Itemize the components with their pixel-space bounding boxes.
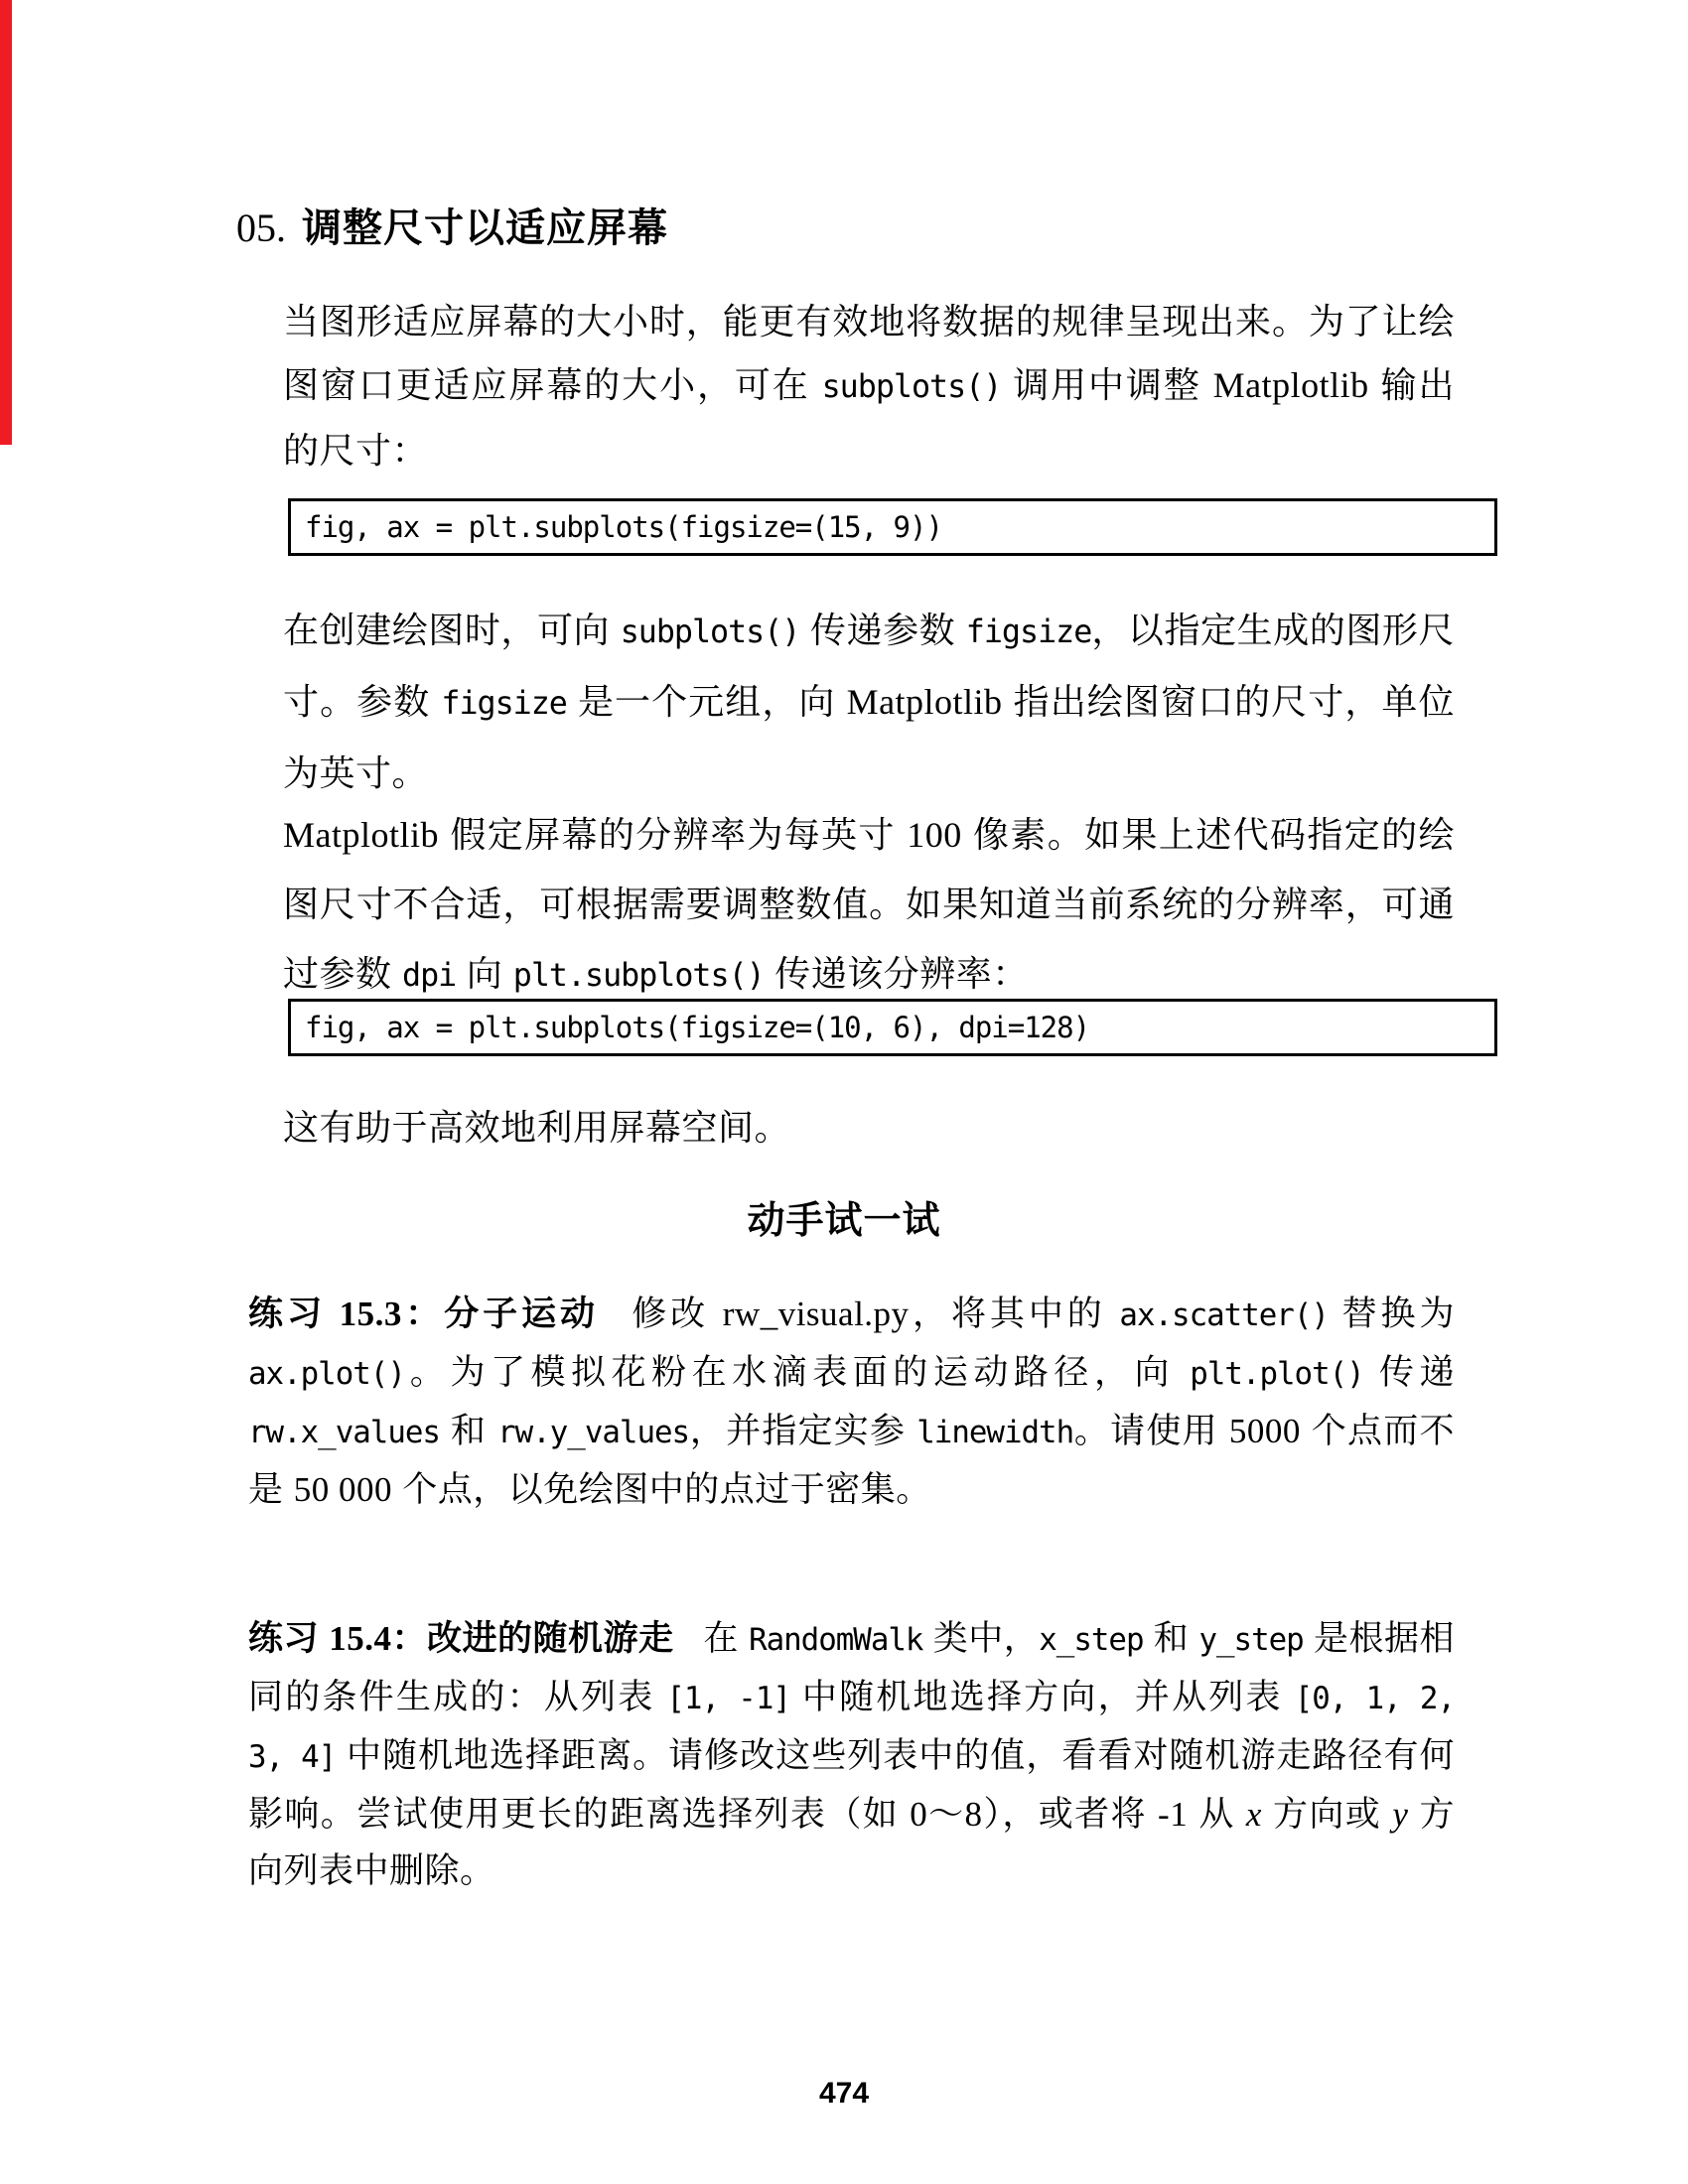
text-segment: 输出的尺寸： xyxy=(283,364,1455,471)
try-it-heading: 动手试一试 xyxy=(747,1200,941,1242)
text-segment: 在创建绘图时，可向 xyxy=(283,610,621,650)
text-segment: linewidth xyxy=(916,1415,1074,1450)
text-segment: 修改 xyxy=(628,1295,723,1333)
text-segment: figsize xyxy=(965,614,1092,650)
text-segment: 练习 xyxy=(248,1619,330,1658)
text-segment: 100 xyxy=(907,815,962,855)
text-segment: 调用中调整 xyxy=(1001,364,1213,405)
section-number: 05. xyxy=(236,205,286,250)
text-segment: 当图形适应屏幕的大小时，能更有效地将数据的规律呈现出来。为了让绘图窗口更适应屏幕的大小，可在 xyxy=(283,301,1455,405)
text-segment: 15.3 xyxy=(339,1295,402,1333)
code-block-dpi xyxy=(288,999,1497,1056)
text-segment: y_step xyxy=(1198,1622,1304,1658)
text-segment: plt.plot() xyxy=(1190,1356,1364,1392)
text-segment: x_step xyxy=(1039,1622,1144,1658)
page-number: 474 xyxy=(818,2077,870,2110)
text-segment: 。请使用 xyxy=(1073,1412,1229,1450)
text-segment: ：改进的随机游走 xyxy=(391,1619,674,1658)
paragraph-dpi xyxy=(283,800,1455,1011)
text-segment: ：分子运动 xyxy=(401,1295,599,1333)
text-segment: RandomWalk xyxy=(749,1622,923,1658)
text-segment: 中随机地选择方向，并从列表 xyxy=(789,1678,1295,1716)
text-segment: rw_visual.py xyxy=(722,1295,910,1333)
text-segment: 15.4 xyxy=(329,1619,392,1658)
text-segment: 类中， xyxy=(922,1619,1040,1658)
exercise-15-3 xyxy=(248,1286,1455,1518)
section-heading xyxy=(236,197,668,253)
section-title: 调整尺寸以适应屏幕 xyxy=(302,206,668,250)
text-segment: 在 xyxy=(703,1619,750,1658)
text-segment: ax.scatter() xyxy=(1119,1297,1329,1333)
text-segment: x xyxy=(1245,1795,1262,1834)
text-segment: 向 xyxy=(456,953,513,994)
text-segment: plt.subplots() xyxy=(512,958,765,994)
text-segment: 替换为 xyxy=(1328,1295,1455,1333)
text-segment: 个点，以免绘图中的点过于密集。 xyxy=(391,1470,931,1509)
text-segment: 指出绘图窗口的尺寸，单位为英寸。 xyxy=(283,681,1455,793)
text-segment: [0, 1, 2, 3, 4] xyxy=(248,1681,1456,1775)
text-segment: 是一个元组，向 xyxy=(566,681,847,722)
paragraph-figsize xyxy=(283,596,1455,808)
code-block-figsize xyxy=(288,498,1497,556)
text-segment: dpi xyxy=(402,958,457,994)
text-segment: rw.y_values xyxy=(497,1415,690,1450)
text-segment: Matplotlib xyxy=(1212,365,1369,405)
text-segment: 和 xyxy=(1143,1619,1199,1658)
text-segment: 假定屏幕的分辨率为每英寸 xyxy=(439,814,908,855)
text-segment: figsize xyxy=(441,686,567,722)
text-segment: Matplotlib xyxy=(846,682,1003,722)
text-segment: 传递该分辨率： xyxy=(764,953,1029,994)
text-segment: ），或者将 xyxy=(982,1795,1159,1834)
red-edge-mark xyxy=(0,0,12,445)
text-segment: 练习 xyxy=(248,1295,340,1333)
text-segment: ，并指定实参 xyxy=(689,1412,917,1450)
text-segment: 传递参数 xyxy=(799,610,966,650)
text-segment: 是根据相同的条件生成的：从列表 xyxy=(248,1619,1455,1716)
text-segment: ，将其中的 xyxy=(909,1295,1120,1333)
paragraph-screen-space: 这有助于高效地利用屏幕空间。 xyxy=(283,1107,791,1148)
exercise-15-4 xyxy=(248,1610,1455,1899)
intro-paragraph xyxy=(283,290,1455,482)
text-segment: 方向列表中删除。 xyxy=(248,1795,1455,1890)
text-segment: subplots() xyxy=(821,369,1002,405)
text-segment: 像素。如果上述代码指定的绘图尺寸不合适，可根据需要调整数值。如果知道当前系统的分辨率，可通过参数 xyxy=(283,814,1455,994)
text-segment: 0～8 xyxy=(910,1795,983,1834)
text-segment: 从 xyxy=(1188,1795,1246,1834)
text-segment: ax.plot() xyxy=(248,1356,405,1392)
text-segment: [1, -1] xyxy=(666,1681,790,1716)
text-segment: subplots() xyxy=(620,614,800,650)
text-segment: 个点而不是 xyxy=(248,1412,1455,1509)
text-segment: 5000 xyxy=(1228,1412,1301,1450)
text-segment: ，以指定生成的图形尺寸。参数 xyxy=(283,610,1455,722)
code-text: fig, ax = plt.subplots(figsize=(15, 9)) xyxy=(305,510,942,544)
text-segment: 50 000 xyxy=(293,1470,392,1509)
text-segment: -1 xyxy=(1158,1795,1189,1834)
text-segment: 传递 xyxy=(1363,1353,1455,1392)
text-segment: rw.x_values xyxy=(248,1415,440,1450)
text-segment: 中随机地选择距离。请修改这些列表中的值，看看对随机游走路径有何影响。尝试使用更长的距离选择列表（如 xyxy=(248,1736,1455,1834)
text-segment: y xyxy=(1392,1795,1409,1834)
text-segment: Matplotlib xyxy=(283,815,439,855)
text-segment: 。为了模拟花粉在水滴表面的运动路径，向 xyxy=(404,1353,1191,1392)
text-segment: 和 xyxy=(439,1412,498,1450)
code-text: fig, ax = plt.subplots(figsize=(10, 6), dpi=128) xyxy=(305,1011,1090,1044)
text-segment: 方向或 xyxy=(1261,1795,1393,1834)
